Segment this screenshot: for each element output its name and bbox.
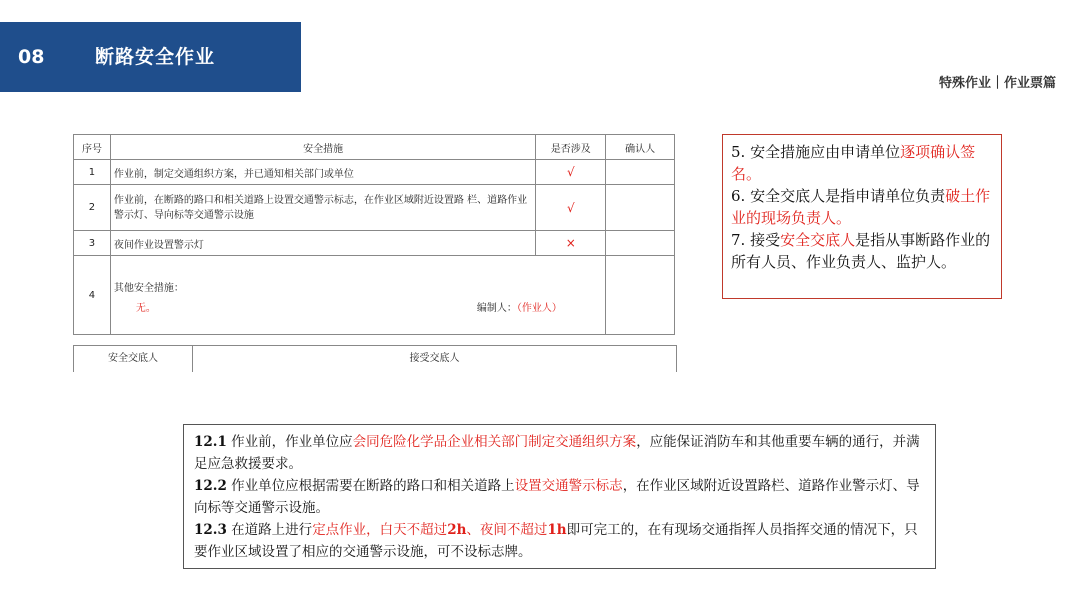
clause-highlight: 1h xyxy=(547,522,567,538)
clause-number: 12.1 xyxy=(194,434,227,450)
clause-highlight: 2h xyxy=(447,522,467,538)
note-text: 6. 安全交底人是指申请单位负责 xyxy=(731,187,946,205)
table-row xyxy=(74,231,675,256)
clause-12-2 xyxy=(194,475,925,519)
section-title: 断路安全作业 xyxy=(95,46,216,68)
page-subtitle: 特殊作业｜作业票篇 xyxy=(938,76,1056,91)
row-no: 2 xyxy=(74,185,111,231)
note-box-bottom xyxy=(183,424,936,569)
header-involved: 是否涉及 xyxy=(536,135,606,160)
clause-text: 即可完工的，在有现场交通指挥人员指挥交通的情况下，只要作业区域设置了相应的交通警示设施，可不设标志牌。 xyxy=(194,522,918,560)
clause-highlight: 设置交通警示标志 xyxy=(514,478,623,494)
header-confirm: 确认人 xyxy=(606,135,675,160)
note-text: 7. 接受 xyxy=(731,231,781,249)
other-measures-label: 其他安全措施： xyxy=(113,283,184,294)
row-confirm xyxy=(606,160,675,185)
row-confirm xyxy=(606,231,675,256)
briefing-receiver-label: 接受交底人 xyxy=(409,353,460,364)
other-measures-cell xyxy=(110,256,605,335)
row-measure: 作业前，制定交通组织方案，并已通知相关部门或单位 xyxy=(110,160,535,185)
clause-number: 12.3 xyxy=(194,522,227,538)
row-confirm xyxy=(606,185,675,231)
section-number: 08 xyxy=(18,46,45,68)
clause-text: 作业单位应根据需要在断路的路口和相关道路上 xyxy=(226,478,515,494)
cross-mark: × xyxy=(536,231,606,256)
note-highlight: 破土作业的现场负责人。 xyxy=(731,187,991,227)
note-text: 是指从事断路作业的所有人员、作业负责人、监护人。 xyxy=(731,231,991,271)
clause-text: 作业前，作业单位应 xyxy=(226,434,353,450)
safety-measures-table xyxy=(73,134,675,335)
clause-number: 12.2 xyxy=(194,478,227,494)
row-measure: 夜间作业设置警示灯 xyxy=(110,231,535,256)
clause-highlight: 、夜间不超过 xyxy=(466,522,548,538)
table-row xyxy=(74,256,675,335)
note-highlight: 安全交底人 xyxy=(780,231,856,249)
author-value: （作业人） xyxy=(516,303,562,314)
row-confirm xyxy=(606,256,675,335)
table-row xyxy=(74,160,675,185)
note-text: 5. 安全措施应由申请单位 xyxy=(731,143,901,161)
header-measure: 安全措施 xyxy=(110,135,535,160)
clause-12-3 xyxy=(194,519,925,563)
header-no: 序号 xyxy=(74,135,111,160)
clause-text: ，在作业区域附近设置路栏、道路作业警示灯、导向标等交通警示设施。 xyxy=(194,478,920,516)
sign-row xyxy=(73,345,677,372)
author-label: 编制人： xyxy=(476,303,517,314)
row-no: 1 xyxy=(74,160,111,185)
note-box-right xyxy=(722,134,1002,299)
clause-text: ，应能保证消防车和其他重要车辆的通行，并满足应急救援要求。 xyxy=(194,434,920,472)
clause-highlight: 定点作业，白天不超过 xyxy=(312,522,448,538)
author-field xyxy=(477,299,562,314)
note-item-6 xyxy=(731,185,993,229)
row-measure: 作业前，在断路的路口和相关道路上设置交通警示标志，在作业区域附近设置路 栏、道路作业警示灯、导向标等交通警示设施 xyxy=(110,185,535,231)
section-header xyxy=(0,22,301,92)
note-item-5 xyxy=(731,141,993,185)
note-item-7 xyxy=(731,229,993,273)
row-no: 3 xyxy=(74,231,111,256)
table-header-row xyxy=(74,135,675,160)
check-mark: √ xyxy=(536,185,606,231)
clause-12-1 xyxy=(194,431,925,475)
other-measures-value: 无。 xyxy=(135,303,156,314)
clause-text: 在道路上进行 xyxy=(226,522,313,538)
safety-briefer-label: 安全交底人 xyxy=(74,346,193,372)
check-mark: √ xyxy=(536,160,606,185)
table-row xyxy=(74,185,675,231)
clause-highlight: 会同危险化学品企业相关部门制定交通组织方案 xyxy=(352,434,637,450)
row-no: 4 xyxy=(74,256,111,335)
note-highlight: 逐项确认签名。 xyxy=(731,143,976,183)
